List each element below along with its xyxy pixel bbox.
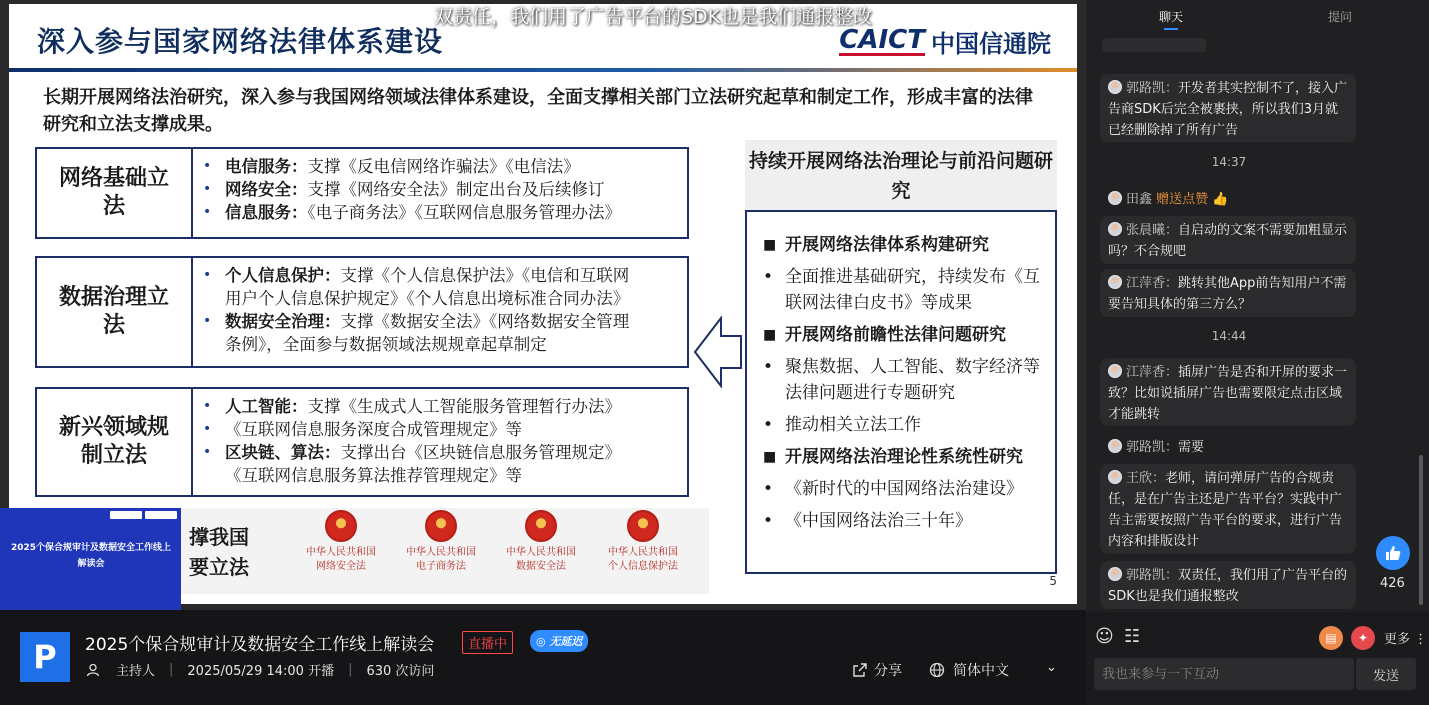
no-delay-badge: ◎ 无延迟 (530, 630, 588, 652)
category-data-governance (35, 256, 689, 368)
category-emerging (35, 387, 689, 497)
research-bullet: • 《中国网络法治三十年》 (763, 511, 972, 531)
category-network-basic (35, 147, 689, 239)
law-cover: 中华人民共和国 电子商务法 (401, 510, 481, 574)
logo-en: CAICT (839, 25, 925, 55)
research-heading-item: ■ 开展网络前瞻性法律问题研究 (763, 325, 1006, 345)
tab-chat[interactable]: 聊天 (1159, 10, 1184, 24)
avatar (1108, 364, 1122, 378)
research-bullet: • 《新时代的中国网络法治建设》 (763, 479, 1023, 499)
research-bullet: • 聚焦数据、人工智能、数字经济等法律问题进行专题研究 (763, 357, 1040, 403)
list-item: • 数据安全治理：支撑《数据安全法》《网络数据安全管理 (203, 312, 630, 331)
research-box (745, 210, 1057, 574)
list-item: • 网络安全：支撑《网络安全法》制定出台及后续修订 (203, 180, 605, 199)
research-bullet: • 全面推进基础研究，持续发布《互联网法律白皮书》等成果 (763, 267, 1040, 313)
national-emblem-icon (425, 510, 457, 542)
research-heading: 持续开展网络法治理论与前沿问题研究 (745, 140, 1057, 210)
more-button[interactable]: 更多 ⋮ (1384, 632, 1428, 647)
laws-title: 撑我国 要立法 (189, 525, 249, 579)
list-item: • 《互联网信息服务深度合成管理规定》等 (203, 420, 522, 439)
notes-icon[interactable]: ☷ (1124, 626, 1141, 647)
list-item-continuation: 《互联网信息服务算法推荐管理规定》等 (225, 466, 522, 485)
chat-message: 郭路凯：需要 (1100, 433, 1356, 461)
avatar (1108, 439, 1122, 453)
chat-panel (1086, 0, 1429, 705)
law-cover: 中华人民共和国 数据安全法 (501, 510, 581, 574)
law-cover: 中华人民共和国 网络安全法 (301, 510, 381, 574)
live-badge: 直播中 (462, 631, 513, 654)
thumbs-up-icon (1384, 544, 1402, 562)
gift-icon[interactable]: ▤ (1319, 626, 1343, 650)
avatar (1108, 191, 1122, 205)
chat-input[interactable] (1094, 658, 1354, 690)
research-heading-item: ■ 开展网络法律体系构建研究 (763, 235, 989, 255)
danmaku-caption: 双责任，我们用了广告平台的SDK也是我们通报整改 (434, 6, 873, 28)
title-rule (9, 68, 1077, 72)
live-info-bar (0, 610, 1086, 705)
category-items (193, 149, 687, 237)
chat-message: 田鑫 赠送点赞 👍 (1100, 185, 1356, 213)
live-title: 2025个保合规审计及数据安全工作线上解读会 (85, 635, 435, 655)
present-icon[interactable]: ✦ (1351, 626, 1375, 650)
camera-thumbnail[interactable] (0, 508, 181, 610)
caict-logo (839, 24, 1051, 59)
list-item: • 信息服务：《电子商务法》《互联网信息服务管理办法》 (203, 203, 621, 222)
slide-intro: 长期开展网络法治研究，深入参与我国网络领域法律体系建设，全面支撑相关部门立法研究起草和制定工作，形成丰富的法律研究和立法支撑成果。 (43, 87, 1033, 135)
chevron-down-icon[interactable]: ⌄ (1046, 660, 1057, 675)
research-bullet: • 推动相关立法工作 (763, 415, 921, 435)
left-arrow-icon (693, 316, 743, 388)
chat-message: 郭路凯：双责任，我们用了广告平台的SDK也是我们通报整改 (1100, 561, 1356, 609)
share-button[interactable]: 分享 (852, 660, 902, 680)
category-items (193, 258, 687, 366)
list-item: • 区块链、算法：支撑出台《区块链信息服务管理规定》 (203, 443, 621, 462)
brand-logo-icon: P (20, 632, 70, 682)
chat-scrollbar[interactable] (1419, 455, 1423, 605)
thumbnail-logos (110, 511, 177, 519)
share-icon (852, 662, 868, 678)
live-meta: 主持人 | 2025/05/29 14:00 开播 | 630 次访问 (86, 660, 434, 679)
avatar (1108, 470, 1122, 484)
avatar (1108, 275, 1122, 289)
like-count: 426 (1380, 576, 1405, 591)
chat-message: 郭路凯：开发者其实控制不了，接入广告商SDK后完全被裹挟，所以我们3月就已经删除掉了所有广告 (1100, 74, 1356, 142)
avatar (1108, 80, 1122, 94)
slide-title: 深入参与国家网络法律体系建设 (37, 25, 444, 58)
research-heading-item: ■ 开展网络法治理论性系统性研究 (763, 447, 1023, 467)
list-item: • 电信服务：支撑《反电信网络诈骗法》《电信法》 (203, 157, 580, 176)
list-item-continuation: 用户个人信息保护规定》《个人信息出境标准合同办法》 (225, 289, 630, 308)
national-emblem-icon (627, 510, 659, 542)
avatar (1108, 567, 1122, 581)
list-item-continuation: 条例》，全面参与数据领域法规规章起草制定 (225, 335, 547, 354)
chat-message: 江萍香：跳转其他App前告知用户不需要告知具体的第三方么？ (1100, 269, 1356, 317)
send-button[interactable]: 发送 (1356, 658, 1416, 690)
user-icon (86, 663, 100, 677)
logo-cn: 中国信通院 (931, 30, 1051, 58)
thumbs-up-icon: 👍 (1212, 192, 1229, 207)
law-cover: 中华人民共和国 个人信息保护法 (603, 510, 683, 574)
category-label: 数据治理立法 (37, 258, 193, 366)
chat-input-area (1086, 612, 1429, 705)
list-item: • 人工智能：支撑《生成式人工智能服务管理暂行办法》 (203, 397, 621, 416)
chat-timestamp: 14:44 (1211, 329, 1247, 343)
category-label: 新兴领域规制立法 (37, 389, 193, 495)
start-time: 2025/05/29 14:00 开播 (187, 664, 335, 679)
host-label: 主持人 (116, 664, 156, 679)
tab-ask[interactable]: 提问 (1328, 10, 1353, 24)
panel-tabs (1086, 0, 1429, 34)
chat-list[interactable] (1086, 64, 1420, 612)
faded-message (1102, 38, 1206, 52)
emoji-icon[interactable]: ☺ (1095, 626, 1114, 647)
list-item: • 个人信息保护：支撑《个人信息保护法》《电信和互联网 (203, 266, 630, 285)
chat-timestamp: 14:37 (1211, 155, 1247, 169)
category-label: 网络基础立法 (37, 149, 193, 237)
national-emblem-icon (525, 510, 557, 542)
language-select[interactable]: 简体中文 (929, 660, 1009, 680)
visit-count: 630 次访问 (366, 664, 435, 679)
category-items (193, 389, 687, 495)
like-button[interactable] (1376, 536, 1410, 570)
avatar (1108, 222, 1122, 236)
thumbnail-title: 2025个保合规审计及数据安全工作线上解读会 (10, 543, 172, 569)
tab-underline (1164, 28, 1178, 30)
chat-message: 江萍香：插屏广告是否和开屏的要求一致？比如说插屏广告也需要限定点击区域才能跳转 (1100, 358, 1356, 426)
chat-message: 王欣：老师，请问弹屏广告的合规责任，是在广告主还是广告平台？实践中广告主需要按照广告平台的要求，进行广告内容和排版设计 (1100, 464, 1356, 554)
chat-message: 张晨曦：自启动的文案不需要加粗显示吗？不合规吧 (1100, 216, 1356, 264)
page-number: 5 (1049, 574, 1057, 588)
national-emblem-icon (325, 510, 357, 542)
globe-icon (929, 662, 945, 678)
